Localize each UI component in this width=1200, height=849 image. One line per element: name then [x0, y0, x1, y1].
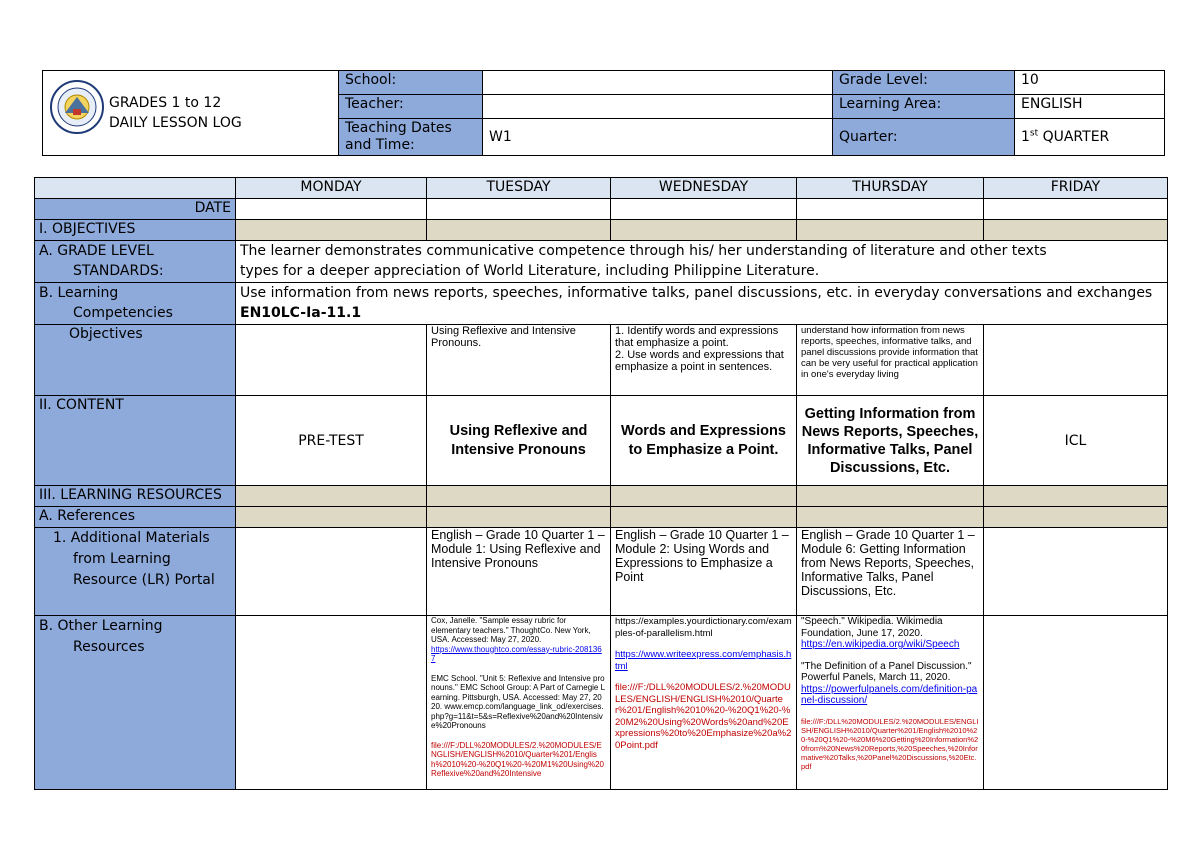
content-tuesday: Using Reflexive and Intensive Pronouns [427, 396, 611, 486]
other-resources-row [35, 616, 1168, 790]
other-tuesday-file-link[interactable]: file:///F:/DLL%20MODULES/2.%20MODULES/ENGLISH/ENGLISH%2010/Quarter%201/English%2010%20-%20Q1%20-%20M1%20Using%20Reflexive%20and%20Intensive [431, 740, 604, 778]
deped-seal-logo [49, 79, 105, 135]
grade-level-label: Grade Level: [833, 71, 1015, 95]
other-label-line2: Resources [73, 639, 145, 655]
teaching-dates-label [339, 119, 483, 156]
day-friday: FRIDAY [984, 178, 1168, 199]
quarter-ordinal: st [1029, 128, 1039, 139]
standards-text-line1: The learner demonstrates communicative competence through his/ her understanding of literature and other texts [240, 243, 1047, 259]
day-tuesday: TUESDAY [427, 178, 611, 199]
date-row [35, 199, 1168, 220]
other-wednesday-link-2[interactable]: https://www.writeexpress.com/emphasis.html [615, 649, 792, 672]
additional-label-line3: Resource (LR) Portal [73, 572, 215, 588]
objective-friday[interactable] [984, 325, 1168, 396]
other-tuesday-citation-2: EMC School. "Unit 5: Reflexive and Intensive pronouns." EMC School Group: A Part of Carnegie Learning. Pittsburgh, USA. Accessed: May 27, 2020. www.emcp.com/language_link_od/exercises.php?g=11&t=5&s=Reflexive%20and%20Intensive%20Pronouns [431, 673, 606, 730]
teaching-dates-label-line1: Teaching Dates [345, 120, 452, 136]
additional-friday[interactable] [984, 528, 1168, 616]
content-heading: II. CONTENT [35, 396, 236, 486]
other-resources-label [35, 616, 236, 790]
other-thursday-citation-1: "Speech." Wikipedia. Wikimedia Foundation, June 17, 2020. [801, 616, 943, 639]
grade-level-field[interactable]: 10 [1015, 71, 1165, 95]
additional-materials-row [35, 528, 1168, 616]
additional-thursday[interactable]: English – Grade 10 Quarter 1 – Module 6: Getting Information from News Reports, Speeches, Informative Talks, Panel Discussions, Etc. [797, 528, 984, 616]
date-monday[interactable] [236, 199, 427, 220]
other-tuesday-link-1[interactable]: https://www.thoughtco.com/essay-rubric-2081367 [431, 644, 602, 663]
competencies-label-line2: Competencies [73, 305, 173, 321]
other-thursday-file-link[interactable]: file:///F:/DLL%20MODULES/2.%20MODULES/ENGLISH/ENGLISH%2010/Quarter%201/English%2010%20-%20Q1%20-%20M6%20Getting%20Information%20from%20News%20Reports,%20Speeches,%20Informative%20Talks,%20Panel%20Discussions,%20Etc.pdf [801, 716, 979, 771]
other-wednesday[interactable] [611, 616, 797, 790]
other-label-line1: B. Other Learning [39, 618, 163, 634]
additional-tuesday[interactable]: English – Grade 10 Quarter 1 – Module 1: Using Reflexive and Intensive Pronouns [427, 528, 611, 616]
learning-area-field[interactable]: ENGLISH [1015, 95, 1165, 119]
school-label: School: [339, 71, 483, 95]
day-monday: MONDAY [236, 178, 427, 199]
resources-heading: III. LEARNING RESOURCES [35, 486, 236, 507]
teacher-field[interactable] [483, 95, 833, 119]
school-field[interactable] [483, 71, 833, 95]
quarter-label: Quarter: [833, 119, 1015, 156]
teaching-dates-field[interactable]: W1 [483, 119, 833, 156]
competencies-text [236, 283, 1168, 325]
date-label: DATE [35, 199, 236, 220]
objectives-label: Objectives [35, 325, 236, 396]
date-friday[interactable] [984, 199, 1168, 220]
day-wednesday: WEDNESDAY [611, 178, 797, 199]
other-thursday[interactable] [797, 616, 984, 790]
references-label: A. References [35, 507, 236, 528]
competencies-label-line1: B. Learning [39, 285, 119, 301]
title-line-1: GRADES 1 to 12 [109, 95, 222, 111]
header-logo-cell [43, 71, 339, 156]
content-wednesday: Words and Expressions to Emphasize a Point. [611, 396, 797, 486]
objective-thursday[interactable] [797, 325, 984, 396]
daily-lesson-log-table [34, 177, 1168, 790]
other-tuesday-citation-1: Cox, Janelle. "Sample essay rubric for elementary teachers." ThoughtCo. New York, USA. Accessed: May 27, 2020. [431, 616, 591, 644]
date-tuesday[interactable] [427, 199, 611, 220]
corner-cell [35, 178, 236, 199]
date-thursday[interactable] [797, 199, 984, 220]
resources-heading-row [35, 486, 1168, 507]
quarter-field[interactable] [1015, 119, 1165, 156]
objective-wednesday-item-1: 1. Identify words and expressions that emphasize a point. [615, 325, 779, 349]
standards-text [236, 241, 1168, 283]
objective-wednesday[interactable] [611, 325, 797, 396]
objective-tuesday[interactable]: Using Reflexive and Intensive Pronouns. [427, 325, 611, 396]
objective-wednesday-item-2: 2. Use words and expressions that emphasize a point in sentences. [615, 349, 784, 373]
competencies-row [35, 283, 1168, 325]
objective-monday[interactable] [236, 325, 427, 396]
header-table [42, 70, 1165, 156]
day-thursday: THURSDAY [797, 178, 984, 199]
standards-text-line2: types for a deeper appreciation of World Literature, including Philippine Literature. [240, 263, 820, 279]
standards-row [35, 241, 1168, 283]
other-tuesday[interactable] [427, 616, 611, 790]
other-thursday-link-1[interactable]: https://en.wikipedia.org/wiki/Speech [801, 639, 960, 650]
other-wednesday-file-link[interactable]: file:///F:/DLL%20MODULES/2.%20MODULES/ENGLISH/ENGLISH%2010/Quarter%201/English%2010%20-%20Q1%20-%20M2%20Using%20Words%20and%20Expressions%20to%20Emphasize%20a%20Point.pdf [615, 682, 792, 751]
competencies-text-line1: Use information from news reports, speeches, informative talks, panel discussions, etc. in everyday conversations and exchanges [240, 285, 1153, 301]
additional-label-line1: 1. Additional Materials [53, 530, 210, 546]
other-thursday-link-2[interactable]: https://powerfulpanels.com/definition-panel-discussion/ [801, 683, 978, 706]
quarter-text: QUARTER [1038, 129, 1110, 145]
references-row [35, 507, 1168, 528]
other-thursday-citation-2: "The Definition of a Panel Discussion." Powerful Panels, March 11, 2020. [801, 660, 972, 683]
content-thursday: Getting Information from News Reports, Speeches, Informative Talks, Panel Discussions, Etc. [797, 396, 984, 486]
competencies-label [35, 283, 236, 325]
additional-monday[interactable] [236, 528, 427, 616]
other-monday[interactable] [236, 616, 427, 790]
objectives-heading: I. OBJECTIVES [35, 220, 236, 241]
additional-materials-label [35, 528, 236, 616]
objectives-heading-row [35, 220, 1168, 241]
additional-label-line2: from Learning [73, 551, 171, 567]
teacher-label: Teacher: [339, 95, 483, 119]
date-wednesday[interactable] [611, 199, 797, 220]
learning-area-label: Learning Area: [833, 95, 1015, 119]
day-header-row [35, 178, 1168, 199]
standards-label [35, 241, 236, 283]
other-friday[interactable] [984, 616, 1168, 790]
content-row [35, 396, 1168, 486]
objectives-row [35, 325, 1168, 396]
quarter-number: 1 [1021, 129, 1030, 145]
title-line-2: DAILY LESSON LOG [109, 115, 242, 131]
standards-label-line2: STANDARDS: [73, 263, 164, 279]
additional-wednesday[interactable]: English – Grade 10 Quarter 1 – Module 2: Using Words and Expressions to Emphasize a Point [611, 528, 797, 616]
competencies-code: EN10LC-Ia-11.1 [240, 305, 362, 321]
teaching-dates-label-line2: and Time: [345, 137, 415, 153]
other-wednesday-link-1[interactable]: https://examples.yourdictionary.com/examples-of-parallelism.html [615, 616, 792, 639]
content-friday: ICL [984, 396, 1168, 486]
content-monday: PRE-TEST [236, 396, 427, 486]
objective-thursday-text: understand how information from news reports, speeches, informative talks, and panel discussions provide information that can be very useful for practical application in one's everyday living [801, 325, 978, 380]
standards-label-line1: A. GRADE LEVEL [39, 243, 154, 259]
